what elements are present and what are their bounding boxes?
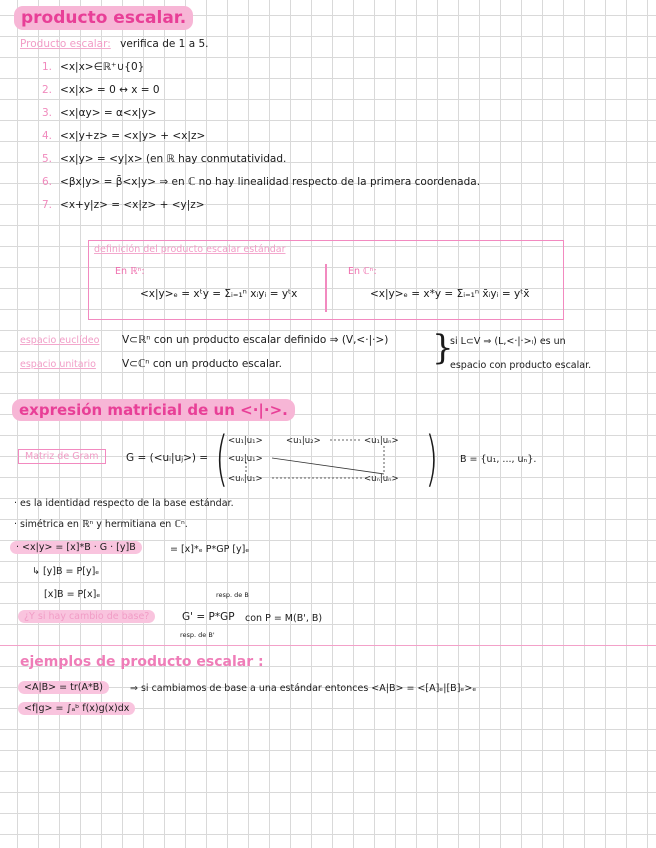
change-eq-2: [x]B = P[x]ₑ [44,589,101,600]
change-p: con P = M(B', B) [245,613,323,624]
section-divider [0,645,656,646]
unit-label: espacio unitario [20,359,96,370]
rn-formula: <x|y>ₑ = xᵗy = Σᵢ₌₁ⁿ xᵢyᵢ = yᵗx [140,288,298,300]
item-number: 6. [42,176,53,188]
note-resp-b-prime: resp. de B' [180,631,215,639]
item-number: 5. [42,153,53,165]
title-text: producto escalar. [21,8,187,28]
gram-label-text: Matriz de Gram [25,451,99,462]
euclid-text: V⊂ℝⁿ con un producto escalar definido ⇒ (V,<·|·>) [122,334,389,346]
matrix-cell: <u₂|u₁> [228,454,263,464]
intro-text: verifica de 1 a 5. [120,38,209,50]
matrix-cell: <uₙ|u₁> [228,474,263,484]
formula-rest: = [x]*ₑ P*GP [y]ₑ [170,544,250,555]
change-eq-1: ↳ [y]B = P[y]ₑ [32,566,100,577]
rn-label: En ℝⁿ: [115,266,145,277]
section-title-text: expresión matricial de un <·|·>. [19,401,288,419]
euclid-label: espacio euclídeo [20,335,100,346]
bullet-identity: · es la identidad respecto de la base estándar. [14,498,234,509]
item-number: 1. [42,61,53,73]
spaces-right-line2: espacio con producto escalar. [450,360,592,371]
left-paren-icon: ( [215,424,229,494]
right-paren-icon: ) [425,424,439,494]
item-number: 3. [42,107,53,119]
item-text: <βx|y> = β̄<x|y> ⇒ en ℂ no hay linealidad respecto de la primera coordenada. [60,176,481,188]
item-text: <x|x>∈ℝ⁺∪{0} [60,61,145,73]
formula-highlight: · <x|y> = [x]*B · G · [y]B [10,541,142,554]
item-number: 7. [42,199,53,211]
item-text: <x+y|z> = <x|z> + <y|z> [60,199,205,211]
matrix-cell: <u₁|uₙ> [364,436,399,446]
section-title-ejemplos: ejemplos de producto escalar : [20,654,264,670]
item-text: <x|y+z> = <x|y> + <x|z> [60,130,206,142]
item-text: <x|αy> = α<x|y> [60,107,157,119]
change-question: ¿Y si hay cambio de base? [18,610,155,623]
cn-label: En ℂⁿ: [348,266,377,277]
item-text: <x|y> = <y|x> (en ℝ hay conmutatividad. [60,153,287,165]
item-number: 2. [42,84,53,96]
unit-text: V⊂ℂⁿ con un producto escalar. [122,358,282,370]
note-resp-b: resp. de B [216,591,249,599]
matrix-cell: <uₙ|uₙ> [364,474,399,484]
cn-formula: <x|y>ₑ = x*y = Σᵢ₌₁ⁿ x̄ᵢyᵢ = yᵗx̄ [370,288,530,300]
example-trace-text: ⇒ si cambiamos de base a una estándar entonces <A|B> = <[A]ₑ|[B]ₑ>ₑ [130,683,477,694]
bullet-symmetric: · simétrica en ℝⁿ y hermitiana en ℂⁿ. [14,519,188,530]
matrix-cell: <u₁|u₂> [286,436,321,446]
basis-text: B = {u₁, ..., uₙ}. [460,454,537,465]
example-integral: <f|g> = ∫ₐᵇ f(x)g(x)dx [18,702,135,715]
example-trace: <A|B> = tr(A*B) [18,681,109,694]
standard-definition-title: definición del producto escalar estándar [94,244,286,255]
item-number: 4. [42,130,53,142]
gram-equation: G = (<uᵢ|uⱼ>) = [126,452,209,464]
brace-icon: } [432,328,454,368]
change-formula: G' = P*GP [182,611,235,623]
matrix-cell: <u₁|u₁> [228,436,263,446]
item-text: <x|x> = 0 ↔ x = 0 [60,84,160,96]
intro-label: Producto escalar: [20,38,111,50]
spaces-right-line1: si L⊂V ⇒ (L,<·|·>ₗ) es un [450,336,566,347]
